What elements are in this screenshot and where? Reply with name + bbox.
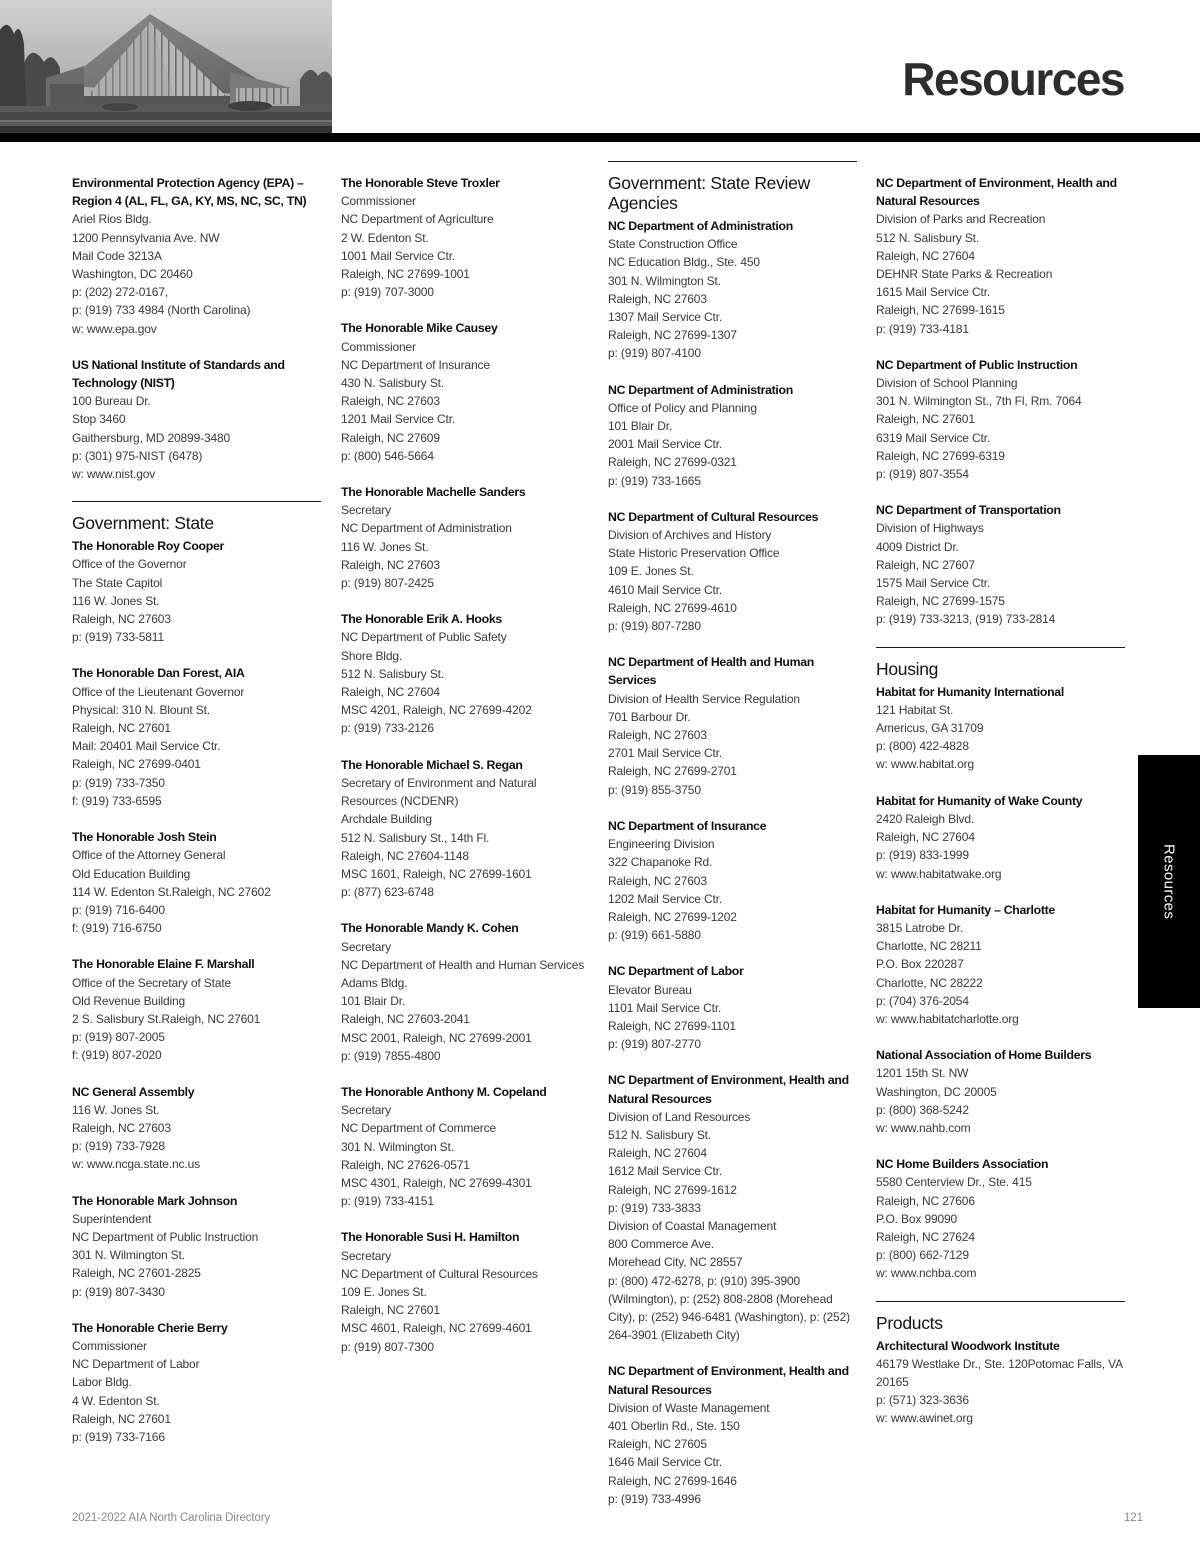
directory-entry <box>608 653 857 799</box>
address-line: 430 N. Salisbury St. <box>341 376 445 391</box>
address-line: Raleigh, NC 27604 <box>876 248 975 263</box>
address-line: MSC 1601, Raleigh, NC 27699-1601 <box>341 866 532 881</box>
entry-name: NC Department of Insurance <box>608 818 767 833</box>
address-line: Mail Code 3213A <box>72 248 162 263</box>
address-line: 5580 Centerview Dr., Ste. 415 <box>876 1175 1032 1190</box>
phone-line: p: (919) 733-2126 <box>341 721 434 736</box>
entry-name: Habitat for Humanity International <box>876 684 1064 699</box>
phone-line: p: (919) 807-2770 <box>608 1037 701 1052</box>
address-line: State Construction Office <box>608 237 738 252</box>
address-line: Office of the Governor <box>72 557 187 572</box>
address-line: The State Capitol <box>72 575 163 590</box>
directory-entry <box>608 508 857 635</box>
address-line: Elevator Bureau <box>608 982 692 997</box>
address-line: Americus, GA 31709 <box>876 721 984 736</box>
website-line: w: www.nist.gov <box>72 467 156 482</box>
side-tab-resources <box>1138 755 1200 1008</box>
address-line: 6319 Mail Service Ctr. <box>876 430 991 445</box>
address-line: Raleigh, NC 27699-4610 <box>608 600 737 615</box>
phone-line: p: (800) 368-5242 <box>876 1102 969 1117</box>
address-line: Ariel Rios Bldg. <box>72 212 152 227</box>
phone-line: p: (919) 707-3000 <box>341 285 434 300</box>
directory-entry <box>341 1228 590 1355</box>
website-line: w: www.awinet.org <box>876 1411 973 1426</box>
address-line: Raleigh, NC 27699-0321 <box>608 455 737 470</box>
entry-name: The Honorable Cherie Berry <box>72 1320 228 1335</box>
entry-name: The Honorable Elaine F. Marshall <box>72 957 255 972</box>
fax-line: f: (919) 716-6750 <box>72 921 162 936</box>
phone-line: p: (919) 733-3833 <box>608 1200 701 1215</box>
address-line: Raleigh, NC 27699-1001 <box>341 267 470 282</box>
address-line: Raleigh, NC 27603 <box>608 873 707 888</box>
phone-line: p: (919) 807-2005 <box>72 1030 165 1045</box>
phone-line: p: (877) 623-6748 <box>341 885 434 900</box>
entry-name: Habitat for Humanity – Charlotte <box>876 902 1055 917</box>
directory-entry <box>72 537 321 646</box>
address-line: 1101 Mail Service Ctr. <box>608 1000 722 1015</box>
address-line: Raleigh, NC 27604-1148 <box>341 848 469 863</box>
address-line: Office of Policy and Planning <box>608 400 757 415</box>
entry-name: NC Department of Environment, Health and Natural Resources <box>876 176 1117 209</box>
address-line: Division of School Planning <box>876 376 1018 391</box>
address-line: Raleigh, NC 27699-1307 <box>608 328 737 343</box>
phone-line: p: (919) 733-7928 <box>72 1139 165 1154</box>
address-line: NC Department of Agriculture <box>341 212 494 227</box>
address-line: P.O. Box 220287 <box>876 957 964 972</box>
address-line: 116 W. Jones St. <box>72 1102 160 1117</box>
address-line: 301 N. Wilmington St. <box>341 1139 454 1154</box>
address-line: Raleigh, NC 27603 <box>608 728 707 743</box>
column-2 <box>341 174 590 1374</box>
address-line: Raleigh, NC 27699-1612 <box>608 1182 737 1197</box>
directory-entry <box>608 1071 857 1344</box>
entry-name: NC Department of Environment, Health and Natural Resources <box>608 1073 849 1106</box>
address-line: Raleigh, NC 27626-0571 <box>341 1157 470 1172</box>
address-line: Secretary <box>341 1103 392 1118</box>
address-line: NC Department of Cultural Resources <box>341 1266 538 1281</box>
website-line: w: www.nchba.com <box>876 1266 977 1281</box>
address-line: Division of Highways <box>876 521 984 536</box>
directory-entry <box>341 483 590 592</box>
entry-name: NC Department of Environment, Health and Natural Resources <box>608 1364 849 1397</box>
entry-name: The Honorable Steve Troxler <box>341 176 500 190</box>
phone-line: p: (919) 733-4151 <box>341 1194 434 1209</box>
address-line: Raleigh, NC 27603 <box>72 1120 171 1135</box>
website-line: w: www.epa.gov <box>72 321 157 336</box>
address-line: Commissioner <box>341 194 416 209</box>
address-line: Secretary <box>341 503 392 518</box>
phone-line: p: (301) 975-NIST (6478) <box>72 448 203 463</box>
address-line: Raleigh, NC 27601-2825 <box>72 1266 201 1281</box>
address-line: Gaithersburg, MD 20899-3480 <box>72 430 231 445</box>
address-line: 1200 Pennsylvania Ave. NW <box>72 230 220 245</box>
address-line: P.O. Box 99090 <box>876 1211 958 1226</box>
address-line: 401 Oberlin Rd., Ste. 150 <box>608 1418 740 1433</box>
directory-entry <box>608 817 857 944</box>
address-line: NC Department of Labor <box>72 1357 200 1372</box>
address-line: Raleigh, NC 27604 <box>341 685 440 700</box>
address-line: Morehead City, NC 28557 <box>608 1255 743 1270</box>
entry-name: The Honorable Machelle Sanders <box>341 485 526 500</box>
address-line: 2701 Mail Service Ctr. <box>608 746 723 761</box>
entry-name: NC General Assembly <box>72 1084 195 1099</box>
address-line: Labor Bldg. <box>72 1375 132 1390</box>
building-photo <box>0 0 332 133</box>
entry-name: Environmental Protection Agency (EPA) – Region 4 (AL, FL, GA, KY, MS, NC, SC, TN) <box>72 176 307 209</box>
phone-line: p: (919) 733 4984 (North Carolina) <box>72 303 251 318</box>
address-line: Office of the Lieutenant Governor <box>72 684 245 699</box>
directory-entry <box>341 319 590 465</box>
directory-entry <box>608 962 857 1053</box>
address-line: 109 E. Jones St. <box>341 1284 427 1299</box>
address-line: NC Department of Public Instruction <box>72 1229 259 1244</box>
directory-entry <box>608 381 857 490</box>
address-line: 3815 Latrobe Dr. <box>876 920 963 935</box>
phone-line: p: (919) 733-7350 <box>72 775 165 790</box>
phone-line: p: (919) 733-4181 <box>876 321 969 336</box>
address-line: 4 W. Edenton St. <box>72 1393 160 1408</box>
address-line: Superintendent <box>72 1211 152 1226</box>
address-line: Stop 3460 <box>72 412 126 427</box>
address-line: Raleigh, NC 27601 <box>341 1303 440 1318</box>
phone-line: p: (919) 733-7166 <box>72 1429 165 1444</box>
address-line: 100 Bureau Dr. <box>72 394 151 409</box>
address-line: 20165 <box>876 1374 909 1389</box>
address-line: Division of Parks and Recreation <box>876 212 1046 227</box>
phone-line: p: (919) 807-7280 <box>608 619 701 634</box>
entry-name: Habitat for Humanity of Wake County <box>876 793 1083 808</box>
entry-name: The Honorable Susi H. Hamilton <box>341 1230 520 1245</box>
address-line: 1575 Mail Service Ctr. <box>876 576 991 591</box>
entry-name: The Honorable Josh Stein <box>72 830 217 845</box>
address-line: 512 N. Salisbury St., 14th Fl. <box>341 830 490 845</box>
phone-line: p: (919) 807-3430 <box>72 1284 165 1299</box>
phone-line: p: (571) 323-3636 <box>876 1393 969 1408</box>
entry-name: NC Department of Health and Human Services <box>608 655 814 688</box>
directory-entry <box>876 501 1125 628</box>
address-line: 1615 Mail Service Ctr. <box>876 285 991 300</box>
directory-entry <box>341 610 590 737</box>
section-rule <box>72 501 321 502</box>
phone-line: p: (919) 661-5880 <box>608 928 701 943</box>
entry-name: Architectural Woodwork Institute <box>876 1338 1060 1353</box>
address-line: 4009 District Dr. <box>876 539 959 554</box>
entry-name: The Honorable Mark Johnson <box>72 1193 238 1208</box>
address-line: Raleigh, NC 27603 <box>341 557 440 572</box>
address-line: Raleigh, NC 27699-1615 <box>876 303 1005 318</box>
directory-entry <box>72 1319 321 1446</box>
address-line: 301 N. Wilmington St. <box>72 1248 185 1263</box>
entry-name: The Honorable Anthony M. Copeland <box>341 1084 547 1099</box>
entry-name: The Honorable Erik A. Hooks <box>341 612 502 627</box>
entry-name: The Honorable Roy Cooper <box>72 539 224 554</box>
address-line: Secretary <box>341 1248 392 1263</box>
fax-line: f: (919) 733-6595 <box>72 793 162 808</box>
phone-line: p: (800) 472-6278, p: (910) 395-3900 (Wilmington), p: (252) 808-2808 (Morehead City), p: (252) 946-6481 (Washington), p: (252) 264-3901 (Elizabeth City) <box>608 1273 850 1343</box>
address-line: MSC 4601, Raleigh, NC 27699-4601 <box>341 1321 532 1336</box>
address-line: Raleigh, NC 27624 <box>876 1229 975 1244</box>
directory-entry <box>341 919 590 1065</box>
section-title: Products <box>876 1312 943 1333</box>
address-line: 114 W. Edenton St.Raleigh, NC 27602 <box>72 884 271 899</box>
address-line: 2420 Raleigh Blvd. <box>876 811 975 826</box>
address-line: 1202 Mail Service Ctr. <box>608 891 723 906</box>
address-line: Raleigh, NC 27699-1101 <box>608 1018 736 1033</box>
footer-page-number: 121 <box>1123 1512 1143 1524</box>
address-line: Charlotte, NC 28211 <box>876 939 982 954</box>
address-line: Raleigh, NC 27699-0401 <box>72 757 201 772</box>
address-line: Division of Coastal Management <box>608 1218 777 1233</box>
phone-line: p: (919) 733-1665 <box>608 473 701 488</box>
directory-entry <box>876 1046 1125 1137</box>
address-line: 2 W. Edenton St. <box>341 230 429 245</box>
entry-name: The Honorable Dan Forest, AIA <box>72 666 245 681</box>
entry-name: The Honorable Mike Causey <box>341 321 498 336</box>
entry-name: NC Home Builders Association <box>876 1157 1049 1172</box>
phone-line: p: (919) 733-5811 <box>72 630 164 645</box>
address-line: 46179 Westlake Dr., Ste. 120Potomac Falls, VA <box>876 1356 1123 1371</box>
directory-entry <box>876 1155 1125 1282</box>
section-rule <box>608 161 857 162</box>
address-line: Raleigh, NC 27604 <box>608 1146 707 1161</box>
entry-name: NC Department of Labor <box>608 964 744 979</box>
directory-entry <box>341 1083 590 1210</box>
address-line: Secretary of Environment and Natural Resources (NCDENR) <box>341 775 537 809</box>
directory-entry <box>72 1083 321 1174</box>
address-line: Secretary <box>341 939 392 954</box>
section-rule <box>876 647 1125 648</box>
address-line: 301 N. Wilmington St. <box>608 273 721 288</box>
address-line: Old Revenue Building <box>72 993 186 1008</box>
address-line: 109 E. Jones St. <box>608 564 694 579</box>
column-3 <box>608 161 857 1526</box>
address-line: Washington, DC 20460 <box>72 267 193 282</box>
column-1 <box>72 174 321 1464</box>
entry-name: NC Department of Cultural Resources <box>608 509 819 524</box>
address-line: MSC 4201, Raleigh, NC 27699-4202 <box>341 703 532 718</box>
address-line: MSC 2001, Raleigh, NC 27699-2001 <box>341 1030 532 1045</box>
address-line: NC Department of Public Safety <box>341 630 507 645</box>
phone-line: p: (919) 733-4996 <box>608 1491 701 1506</box>
address-line: NC Department of Insurance <box>341 357 490 372</box>
address-line: 1612 Mail Service Ctr. <box>608 1164 723 1179</box>
phone-line: p: (800) 422-4828 <box>876 739 969 754</box>
address-line: 2001 Mail Service Ctr. <box>608 437 723 452</box>
address-line: Washington, DC 20005 <box>876 1084 997 1099</box>
phone-line: p: (919) 807-4100 <box>608 346 701 361</box>
address-line: Old Education Building <box>72 866 191 881</box>
address-line: State Historic Preservation Office <box>608 546 780 561</box>
directory-entry <box>876 792 1125 883</box>
address-line: Raleigh, NC 27605 <box>608 1437 707 1452</box>
address-line: Raleigh, NC 27607 <box>876 557 975 572</box>
entry-name: NC Department of Administration <box>608 382 793 397</box>
address-line: Office of the Attorney General <box>72 848 226 863</box>
entry-name: NC Department of Administration <box>608 219 793 233</box>
entry-name: NC Department of Public Instruction <box>876 357 1078 372</box>
address-line: Raleigh, NC 27699-1575 <box>876 594 1005 609</box>
address-line: DEHNR State Parks & Recreation <box>876 267 1053 282</box>
entry-name: The Honorable Mandy K. Cohen <box>341 921 519 936</box>
phone-line: p: (704) 376-2054 <box>876 993 969 1008</box>
address-line: NC Department of Health and Human Services <box>341 957 585 972</box>
address-line: 1201 Mail Service Ctr. <box>341 412 456 427</box>
side-tab-label: Resources <box>1160 843 1178 920</box>
directory-entry <box>876 356 1125 483</box>
address-line: 701 Barbour Dr. <box>608 709 691 724</box>
address-line: Physical: 310 N. Blount St. <box>72 702 211 717</box>
address-line: Charlotte, NC 28222 <box>876 975 983 990</box>
website-line: w: www.habitat.org <box>876 757 975 772</box>
phone-line: p: (919) 807-2425 <box>341 576 434 591</box>
entry-name: US National Institute of Standards and Technology (NIST) <box>72 357 285 391</box>
directory-entry <box>72 1192 321 1301</box>
directory-entry <box>72 174 321 338</box>
entry-name: NC Department of Transportation <box>876 503 1061 518</box>
address-line: Shore Bldg. <box>341 648 403 663</box>
directory-entry <box>876 174 1125 338</box>
directory-entry <box>341 174 590 301</box>
address-line: NC Department of Administration <box>341 521 512 536</box>
address-line: Raleigh, NC 27699-1202 <box>608 909 737 924</box>
address-line: Raleigh, NC 27699-6319 <box>876 448 1005 463</box>
website-line: w: www.habitatcharlotte.org <box>876 1011 1019 1026</box>
directory-entry <box>608 217 857 363</box>
address-line: Engineering Division <box>608 837 715 852</box>
address-line: Raleigh, NC 27604 <box>876 830 975 845</box>
phone-line: p: (919) 733-3213, (919) 733-2814 <box>876 612 1056 627</box>
address-line: 512 N. Salisbury St. <box>341 666 445 681</box>
phone-line: p: (919) 807-3554 <box>876 467 969 482</box>
address-line: Raleigh, NC 27606 <box>876 1193 975 1208</box>
address-line: Raleigh, NC 27603 <box>72 612 171 627</box>
address-line: Archdale Building <box>341 812 432 827</box>
address-line: 2 S. Salisbury St.Raleigh, NC 27601 <box>72 1011 261 1026</box>
website-line: w: www.nahb.com <box>876 1120 971 1135</box>
directory-entry <box>876 683 1125 774</box>
address-line: 1001 Mail Service Ctr. <box>341 248 456 263</box>
address-line: Division of Waste Management <box>608 1400 770 1415</box>
address-line: Raleigh, NC 27609 <box>341 430 440 445</box>
address-line: Raleigh, NC 27603-2041 <box>341 1012 470 1027</box>
address-line: Division of Archives and History <box>608 528 772 543</box>
address-line: 116 W. Jones St. <box>341 539 429 554</box>
directory-entry <box>72 955 321 1064</box>
section-title: Government: State Review Agencies <box>608 173 810 213</box>
address-line: 116 W. Jones St. <box>72 593 160 608</box>
address-line: 800 Commerce Ave. <box>608 1237 714 1252</box>
address-line: NC Department of Commerce <box>341 1121 496 1136</box>
phone-line: p: (919) 7855-4800 <box>341 1048 441 1063</box>
address-line: Commissioner <box>72 1338 147 1353</box>
building-photo-graphic <box>0 0 332 133</box>
address-line: Raleigh, NC 27699-2701 <box>608 764 737 779</box>
website-line: w: www.ncga.state.nc.us <box>72 1157 200 1172</box>
phone-line: p: (919) 716-6400 <box>72 902 165 917</box>
website-line: w: www.habitatwake.org <box>876 866 1002 881</box>
section-title: Housing <box>876 658 939 679</box>
directory-entry <box>341 756 590 902</box>
header-divider-bar <box>0 133 1200 142</box>
section-title: Government: State <box>72 513 214 534</box>
section-rule <box>876 1301 1125 1302</box>
phone-line: p: (919) 855-3750 <box>608 782 701 797</box>
directory-entry <box>876 1337 1125 1428</box>
address-line: 1307 Mail Service Ctr. <box>608 310 723 325</box>
address-line: 512 N. Salisbury St. <box>608 1127 712 1142</box>
address-line: Raleigh, NC 27601 <box>72 1411 171 1426</box>
address-line: 1646 Mail Service Ctr. <box>608 1455 723 1470</box>
entry-name: The Honorable Michael S. Regan <box>341 757 523 772</box>
address-line: Raleigh, NC 27601 <box>876 412 975 427</box>
address-line: Raleigh, NC 27699-1646 <box>608 1473 737 1488</box>
directory-entry <box>72 356 321 483</box>
phone-line: p: (800) 662-7129 <box>876 1248 969 1263</box>
phone-line: p: (202) 272-0167, <box>72 285 169 300</box>
address-line: Mail: 20401 Mail Service Ctr. <box>72 739 221 754</box>
phone-line: p: (919) 833-1999 <box>876 848 969 863</box>
address-line: Division of Land Resources <box>608 1109 751 1124</box>
address-line: 101 Blair Dr. <box>608 419 673 434</box>
page-title: Resources <box>902 53 1124 105</box>
fax-line: f: (919) 807-2020 <box>72 1048 162 1063</box>
address-line: Commissioner <box>341 339 416 354</box>
address-line: NC Education Bldg., Ste. 450 <box>608 255 760 270</box>
address-line: 121 Habitat St. <box>876 702 954 717</box>
column-4 <box>876 174 1125 1446</box>
directory-entry <box>72 664 321 810</box>
address-line: 101 Blair Dr. <box>341 994 406 1009</box>
address-line: 4610 Mail Service Ctr. <box>608 582 723 597</box>
entry-name: National Association of Home Builders <box>876 1048 1092 1063</box>
address-line: 512 N. Salisbury St. <box>876 230 980 245</box>
address-line: Office of the Secretary of State <box>72 975 232 990</box>
phone-line: p: (919) 807-7300 <box>341 1339 434 1354</box>
directory-entry <box>876 901 1125 1028</box>
address-line: Adams Bldg. <box>341 975 408 990</box>
address-line: 322 Chapanoke Rd. <box>608 855 713 870</box>
address-line: Raleigh, NC 27603 <box>608 291 707 306</box>
phone-line: p: (800) 546-5664 <box>341 448 434 463</box>
address-line: 1201 15th St. NW <box>876 1066 969 1081</box>
footer-directory-title: 2021-2022 AIA North Carolina Directory <box>72 1512 271 1524</box>
address-line: Raleigh, NC 27603 <box>341 394 440 409</box>
directory-entry <box>608 1362 857 1508</box>
address-line: Division of Health Service Regulation <box>608 691 800 706</box>
address-line: 301 N. Wilmington St., 7th Fl, Rm. 7064 <box>876 394 1082 409</box>
directory-entry <box>72 828 321 937</box>
address-line: Raleigh, NC 27601 <box>72 721 171 736</box>
address-line: MSC 4301, Raleigh, NC 27699-4301 <box>341 1175 532 1190</box>
